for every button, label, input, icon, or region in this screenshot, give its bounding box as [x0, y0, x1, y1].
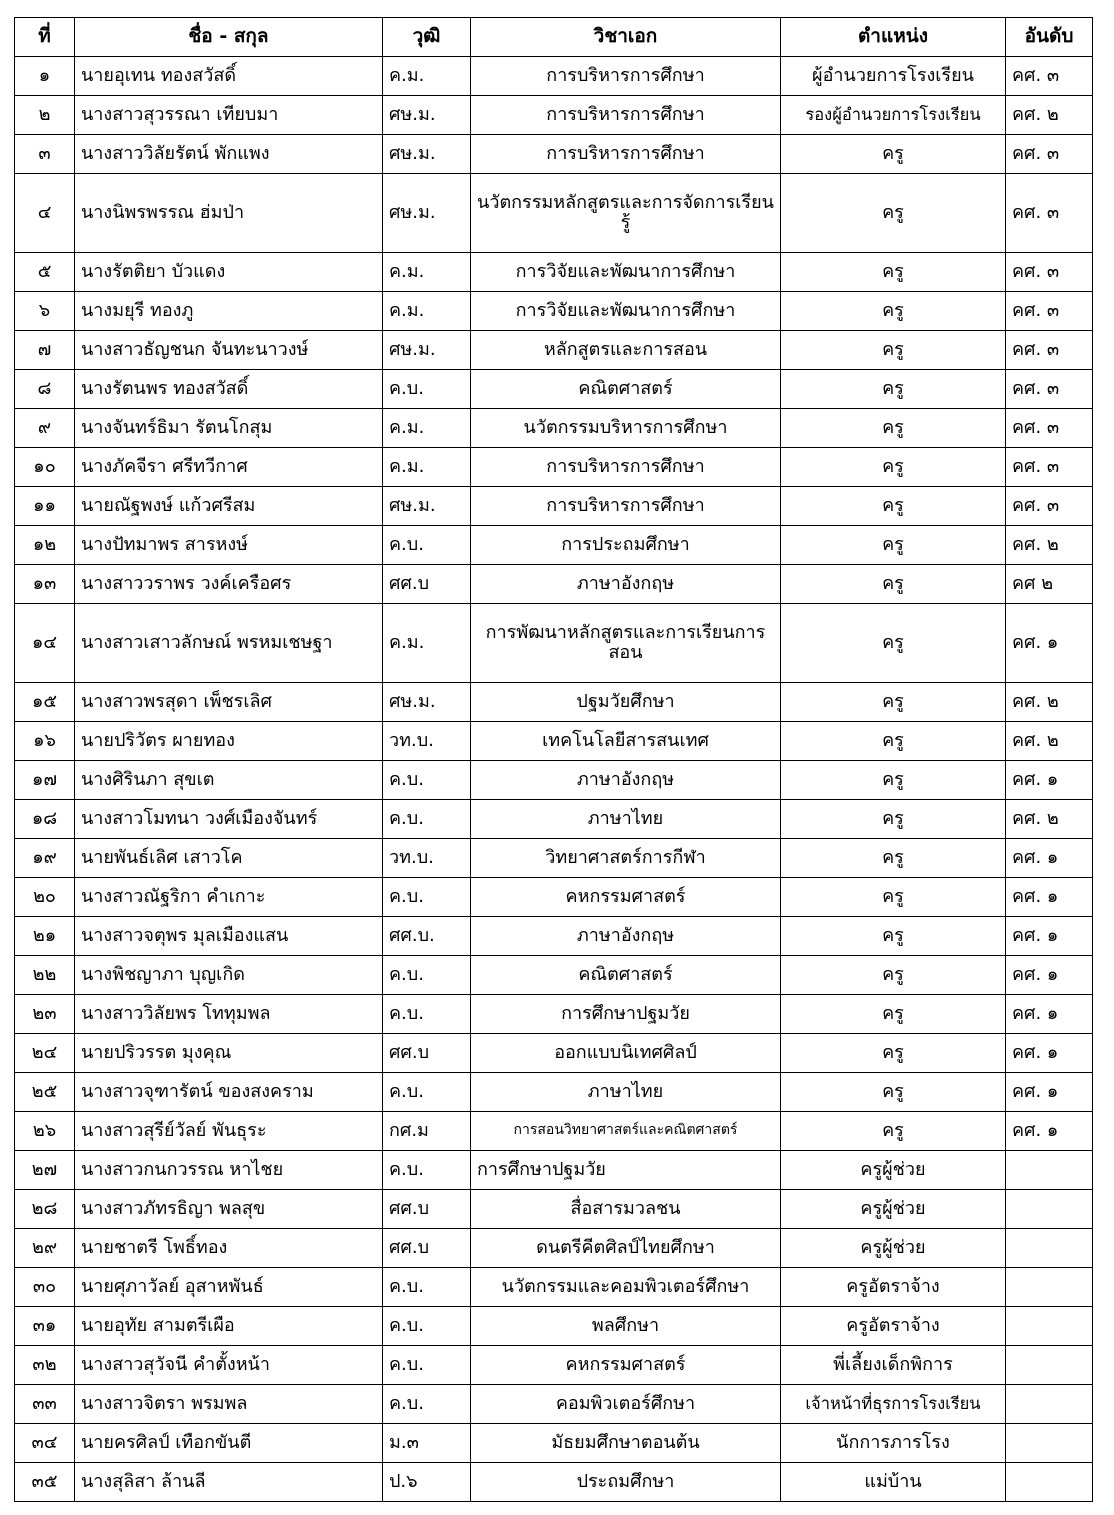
cell-rank: คศ. ๑ [1006, 761, 1093, 800]
cell-major: ภาษาอังกฤษ [471, 761, 781, 800]
cell-rank: คศ ๒ [1006, 565, 1093, 604]
cell-position: ครู [781, 292, 1006, 331]
table-row [15, 331, 1093, 370]
cell-degree: ศษ.ม. [383, 96, 471, 135]
cell-rank: คศ. ๑ [1006, 1112, 1093, 1151]
table-row [15, 1346, 1093, 1385]
cell-rank: คศ. ๓ [1006, 253, 1093, 292]
cell-major: คอมพิวเตอร์ศึกษา [471, 1385, 781, 1424]
cell-major: สื่อสารมวลชน [471, 1190, 781, 1229]
cell-position: นักการภารโรง [781, 1424, 1006, 1463]
cell-degree: ม.๓ [383, 1424, 471, 1463]
table-row [15, 1463, 1093, 1502]
cell-no: ๑ [15, 57, 75, 96]
cell-position: ครูอัตราจ้าง [781, 1307, 1006, 1346]
cell-position: ครู [781, 409, 1006, 448]
cell-major: การประถมศึกษา [471, 526, 781, 565]
cell-position: เจ้าหน้าที่ธุรการโรงเรียน [781, 1385, 1006, 1424]
cell-major: การบริหารการศึกษา [471, 96, 781, 135]
cell-major: หลักสูตรและการสอน [471, 331, 781, 370]
cell-position: ครู [781, 253, 1006, 292]
cell-degree: ค.บ. [383, 1346, 471, 1385]
cell-position: ครู [781, 800, 1006, 839]
cell-no: ๒ [15, 96, 75, 135]
cell-position: ครู [781, 526, 1006, 565]
table-row [15, 995, 1093, 1034]
header-degree: วุฒิ [383, 18, 471, 57]
cell-name: นางสาวเสาวลักษณ์ พรหมเชษฐา [75, 604, 383, 683]
cell-name: นายณัฐพงษ์ แก้วศรีสม [75, 487, 383, 526]
cell-degree: ศศ.บ [383, 1190, 471, 1229]
cell-major: คณิตศาสตร์ [471, 956, 781, 995]
cell-position: ครูอัตราจ้าง [781, 1268, 1006, 1307]
cell-position: ครูผู้ช่วย [781, 1190, 1006, 1229]
cell-major: การวิจัยและพัฒนาการศึกษา [471, 292, 781, 331]
cell-major: การสอนวิทยาศาสตร์และคณิตศาสตร์ [471, 1112, 781, 1151]
cell-position: ครู [781, 174, 1006, 253]
table-row [15, 409, 1093, 448]
cell-degree: วท.บ. [383, 722, 471, 761]
cell-no: ๘ [15, 370, 75, 409]
cell-no: ๒๐ [15, 878, 75, 917]
cell-major: การศึกษาปฐมวัย [471, 1151, 781, 1190]
cell-rank: คศ. ๓ [1006, 448, 1093, 487]
cell-no: ๑๑ [15, 487, 75, 526]
cell-name: นางสาวสุวัจนี คำตั้งหน้า [75, 1346, 383, 1385]
cell-name: นางปัทมาพร สารหงษ์ [75, 526, 383, 565]
cell-name: นางสาวธัญชนก จันทะนาวงษ์ [75, 331, 383, 370]
cell-major: การบริหารการศึกษา [471, 487, 781, 526]
cell-position: ครู [781, 683, 1006, 722]
cell-no: ๔ [15, 174, 75, 253]
cell-degree: ศษ.ม. [383, 331, 471, 370]
cell-name: นางพิชญาภา บุญเกิด [75, 956, 383, 995]
cell-name: นางสาววราพร วงค์เครือศร [75, 565, 383, 604]
cell-no: ๕ [15, 253, 75, 292]
cell-rank: คศ. ๒ [1006, 96, 1093, 135]
table-row [15, 448, 1093, 487]
cell-no: ๒๓ [15, 995, 75, 1034]
cell-no: ๓๔ [15, 1424, 75, 1463]
cell-no: ๓๕ [15, 1463, 75, 1502]
cell-name: นางรัตนพร ทองสวัสดิ์ [75, 370, 383, 409]
cell-name: นายศุภาวัลย์ อุสาหพันธ์ [75, 1268, 383, 1307]
cell-no: ๑๗ [15, 761, 75, 800]
table-row [15, 370, 1093, 409]
table-row [15, 1229, 1093, 1268]
cell-name: นายปริวรรต มุงคุณ [75, 1034, 383, 1073]
cell-major: การบริหารการศึกษา [471, 57, 781, 96]
cell-degree: กศ.ม [383, 1112, 471, 1151]
cell-degree: ค.บ. [383, 995, 471, 1034]
table-row [15, 526, 1093, 565]
cell-degree: ค.บ. [383, 956, 471, 995]
cell-no: ๖ [15, 292, 75, 331]
cell-name: นายพันธ์เลิศ เสาวโค [75, 839, 383, 878]
cell-no: ๒๑ [15, 917, 75, 956]
cell-name: นางสาววิลัยรัตน์ พักแพง [75, 135, 383, 174]
cell-position: ครู [781, 604, 1006, 683]
cell-position: ครูผู้ช่วย [781, 1151, 1006, 1190]
cell-no: ๙ [15, 409, 75, 448]
cell-position: แม่บ้าน [781, 1463, 1006, 1502]
cell-position: รองผู้อำนวยการโรงเรียน [781, 96, 1006, 135]
cell-position: ครู [781, 1112, 1006, 1151]
cell-major: ประถมศึกษา [471, 1463, 781, 1502]
cell-degree: ค.ม. [383, 292, 471, 331]
cell-position: ครู [781, 956, 1006, 995]
table-row [15, 1307, 1093, 1346]
cell-major: ปฐมวัยศึกษา [471, 683, 781, 722]
cell-no: ๓๑ [15, 1307, 75, 1346]
table-body [15, 57, 1093, 1502]
cell-major: นวัตกรรมและคอมพิวเตอร์ศึกษา [471, 1268, 781, 1307]
header-position: ตำแหน่ง [781, 18, 1006, 57]
table-row [15, 1151, 1093, 1190]
cell-major: มัธยมศึกษาตอนต้น [471, 1424, 781, 1463]
cell-rank: คศ. ๓ [1006, 370, 1093, 409]
cell-degree: ค.ม. [383, 57, 471, 96]
cell-no: ๑๘ [15, 800, 75, 839]
cell-rank [1006, 1463, 1093, 1502]
cell-degree: ค.บ. [383, 370, 471, 409]
cell-position: ครู [781, 722, 1006, 761]
staff-table [14, 17, 1093, 1502]
cell-major: ภาษาไทย [471, 1073, 781, 1112]
cell-rank: คศ. ๓ [1006, 331, 1093, 370]
table-row [15, 565, 1093, 604]
cell-degree: ค.ม. [383, 409, 471, 448]
cell-no: ๒๕ [15, 1073, 75, 1112]
table-row [15, 1034, 1093, 1073]
cell-name: นางสาวจุฑารัตน์ ของสงคราม [75, 1073, 383, 1112]
cell-major: การบริหารการศึกษา [471, 135, 781, 174]
cell-major: การบริหารการศึกษา [471, 448, 781, 487]
cell-no: ๒๘ [15, 1190, 75, 1229]
cell-degree: ค.บ. [383, 761, 471, 800]
table-row [15, 1385, 1093, 1424]
cell-degree: ค.บ. [383, 878, 471, 917]
cell-name: นางนิพรพรรณ ฮ่มป่า [75, 174, 383, 253]
cell-no: ๑๖ [15, 722, 75, 761]
table-row [15, 917, 1093, 956]
cell-major: คหกรรมศาสตร์ [471, 1346, 781, 1385]
cell-position: ครู [781, 917, 1006, 956]
cell-rank [1006, 1268, 1093, 1307]
cell-rank: คศ. ๒ [1006, 683, 1093, 722]
cell-degree: ค.บ. [383, 1268, 471, 1307]
cell-name: นางภัคจีรา ศรีทวีกาศ [75, 448, 383, 487]
cell-rank: คศ. ๑ [1006, 917, 1093, 956]
cell-rank: คศ. ๑ [1006, 1034, 1093, 1073]
cell-no: ๓๓ [15, 1385, 75, 1424]
header-no: ที่ [15, 18, 75, 57]
cell-rank [1006, 1229, 1093, 1268]
cell-major: ดนตรีคีตศิลป์ไทยศึกษา [471, 1229, 781, 1268]
cell-degree: ค.บ. [383, 800, 471, 839]
cell-degree: ค.บ. [383, 526, 471, 565]
cell-no: ๑๕ [15, 683, 75, 722]
cell-rank [1006, 1151, 1093, 1190]
cell-no: ๑๓ [15, 565, 75, 604]
cell-major: นวัตกรรมบริหารการศึกษา [471, 409, 781, 448]
cell-major: วิทยาศาสตร์การกีฬา [471, 839, 781, 878]
cell-position: ครู [781, 448, 1006, 487]
cell-rank: คศ. ๒ [1006, 722, 1093, 761]
table-row [15, 839, 1093, 878]
cell-position: พี่เลี้ยงเด็กพิการ [781, 1346, 1006, 1385]
cell-name: นางสาวภัทรธิญา พลสุข [75, 1190, 383, 1229]
cell-rank: คศ. ๑ [1006, 839, 1093, 878]
table-row [15, 683, 1093, 722]
cell-major: นวัตกรรมหลักสูตรและการจัดการเรียนรู้ [471, 174, 781, 253]
cell-degree: ศษ.ม. [383, 487, 471, 526]
cell-no: ๗ [15, 331, 75, 370]
cell-name: นางจันทร์ธิมา รัตนโกสุม [75, 409, 383, 448]
cell-name: นางมยุรี ทองภู [75, 292, 383, 331]
cell-name: นางสาวสุรีย์วัลย์ พันธุระ [75, 1112, 383, 1151]
cell-position: ครู [781, 839, 1006, 878]
cell-name: นายครศิลป์ เทือกขันตี [75, 1424, 383, 1463]
cell-major: พลศึกษา [471, 1307, 781, 1346]
table-row [15, 253, 1093, 292]
cell-rank: คศ. ๒ [1006, 800, 1093, 839]
cell-rank [1006, 1307, 1093, 1346]
cell-rank: คศ. ๓ [1006, 57, 1093, 96]
cell-position: ครู [781, 995, 1006, 1034]
cell-name: นางศิรินภา สุขเต [75, 761, 383, 800]
table-row [15, 878, 1093, 917]
cell-name: นางสาวกนกวรรณ หาไชย [75, 1151, 383, 1190]
table-row [15, 956, 1093, 995]
cell-no: ๑๒ [15, 526, 75, 565]
table-row [15, 174, 1093, 253]
header-name: ชื่อ - สกุล [75, 18, 383, 57]
table-row [15, 1268, 1093, 1307]
cell-no: ๒๗ [15, 1151, 75, 1190]
cell-position: ครู [781, 565, 1006, 604]
cell-no: ๑๐ [15, 448, 75, 487]
cell-position: ครู [781, 135, 1006, 174]
table-row [15, 57, 1093, 96]
table-row [15, 1073, 1093, 1112]
table-row [15, 96, 1093, 135]
cell-name: นายปริวัตร ผายทอง [75, 722, 383, 761]
cell-position: ครู [781, 1073, 1006, 1112]
cell-name: นางรัตติยา บัวแดง [75, 253, 383, 292]
cell-no: ๒๒ [15, 956, 75, 995]
cell-name: นายอุทัย สามตรีเผือ [75, 1307, 383, 1346]
cell-major: การพัฒนาหลักสูตรและการเรียนการสอน [471, 604, 781, 683]
cell-degree: ค.บ. [383, 1385, 471, 1424]
cell-position: ผู้อำนวยการโรงเรียน [781, 57, 1006, 96]
staff-table-container [14, 17, 1093, 1502]
table-row [15, 604, 1093, 683]
cell-degree: ศษ.ม. [383, 683, 471, 722]
table-row [15, 1424, 1093, 1463]
cell-degree: ศศ.บ. [383, 917, 471, 956]
cell-rank: คศ. ๓ [1006, 487, 1093, 526]
table-row [15, 1190, 1093, 1229]
cell-rank: คศ. ๓ [1006, 135, 1093, 174]
cell-major: การศึกษาปฐมวัย [471, 995, 781, 1034]
cell-degree: ศศ.บ [383, 565, 471, 604]
cell-rank: คศ. ๒ [1006, 526, 1093, 565]
cell-rank: คศ. ๑ [1006, 604, 1093, 683]
cell-position: ครู [781, 370, 1006, 409]
cell-rank: คศ. ๓ [1006, 174, 1093, 253]
cell-no: ๒๙ [15, 1229, 75, 1268]
cell-name: นางสาวสุวรรณา เทียบมา [75, 96, 383, 135]
cell-major: การวิจัยและพัฒนาการศึกษา [471, 253, 781, 292]
cell-no: ๓ [15, 135, 75, 174]
cell-degree: ศศ.บ [383, 1034, 471, 1073]
cell-position: ครู [781, 761, 1006, 800]
cell-major: เทคโนโลยีสารสนเทศ [471, 722, 781, 761]
cell-rank [1006, 1385, 1093, 1424]
cell-name: นางสาวจิตรา พรมพล [75, 1385, 383, 1424]
cell-no: ๒๖ [15, 1112, 75, 1151]
cell-name: นางสาววิลัยพร โททุมพล [75, 995, 383, 1034]
cell-rank [1006, 1346, 1093, 1385]
cell-name: นางสุลิสา ล้านลี [75, 1463, 383, 1502]
table-row [15, 1112, 1093, 1151]
cell-major: ภาษาอังกฤษ [471, 917, 781, 956]
cell-major: คหกรรมศาสตร์ [471, 878, 781, 917]
cell-degree: ค.บ. [383, 1307, 471, 1346]
cell-rank: คศ. ๑ [1006, 878, 1093, 917]
header-rank: อันดับ [1006, 18, 1093, 57]
cell-degree: ป.๖ [383, 1463, 471, 1502]
cell-degree: วท.บ. [383, 839, 471, 878]
cell-position: ครู [781, 487, 1006, 526]
cell-name: นายอุเทน ทองสวัสดิ์ [75, 57, 383, 96]
cell-major: คณิตศาสตร์ [471, 370, 781, 409]
table-row [15, 135, 1093, 174]
cell-name: นางสาวพรสุดา เพ็ชรเลิศ [75, 683, 383, 722]
cell-degree: ศษ.ม. [383, 174, 471, 253]
cell-no: ๓๐ [15, 1268, 75, 1307]
table-row [15, 487, 1093, 526]
cell-name: นางสาวณัฐริกา คำเกาะ [75, 878, 383, 917]
cell-name: นางสาวโมทนา วงศ์เมืองจันทร์ [75, 800, 383, 839]
header-row [15, 18, 1093, 57]
cell-position: ครูผู้ช่วย [781, 1229, 1006, 1268]
table-row [15, 292, 1093, 331]
cell-major: ภาษาไทย [471, 800, 781, 839]
table-row [15, 761, 1093, 800]
cell-degree: ศษ.ม. [383, 135, 471, 174]
cell-rank: คศ. ๑ [1006, 995, 1093, 1034]
cell-degree: ค.บ. [383, 1151, 471, 1190]
table-row [15, 722, 1093, 761]
cell-rank [1006, 1190, 1093, 1229]
cell-name: นางสาวจตุพร มุลเมืองแสน [75, 917, 383, 956]
cell-rank: คศ. ๑ [1006, 1073, 1093, 1112]
cell-rank [1006, 1424, 1093, 1463]
cell-rank: คศ. ๓ [1006, 292, 1093, 331]
cell-degree: ค.ม. [383, 448, 471, 487]
cell-no: ๑๙ [15, 839, 75, 878]
cell-position: ครู [781, 331, 1006, 370]
cell-degree: ค.ม. [383, 604, 471, 683]
cell-rank: คศ. ๓ [1006, 409, 1093, 448]
cell-rank: คศ. ๑ [1006, 956, 1093, 995]
cell-position: ครู [781, 1034, 1006, 1073]
cell-no: ๓๒ [15, 1346, 75, 1385]
header-major: วิชาเอก [471, 18, 781, 57]
cell-major: ออกแบบนิเทศศิลป์ [471, 1034, 781, 1073]
cell-degree: ค.ม. [383, 253, 471, 292]
cell-name: นายชาตรี โพธิ์ทอง [75, 1229, 383, 1268]
cell-no: ๑๔ [15, 604, 75, 683]
cell-degree: ค.บ. [383, 1073, 471, 1112]
cell-degree: ศศ.บ [383, 1229, 471, 1268]
cell-major: ภาษาอังกฤษ [471, 565, 781, 604]
cell-no: ๒๔ [15, 1034, 75, 1073]
table-row [15, 800, 1093, 839]
cell-position: ครู [781, 878, 1006, 917]
